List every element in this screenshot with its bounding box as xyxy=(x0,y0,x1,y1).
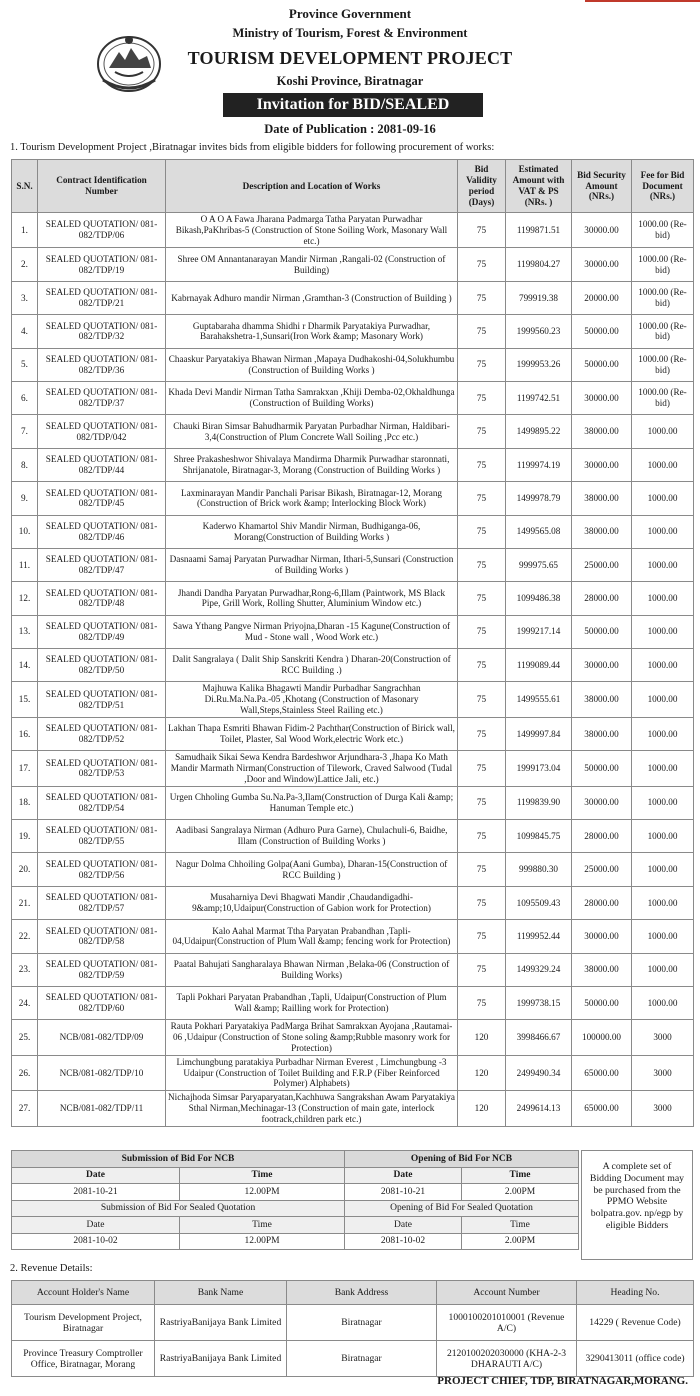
cell-contract-id: SEALED QUOTATION/ 081-082/TDP/47 xyxy=(38,548,166,581)
cell-bid-security: 38000.00 xyxy=(572,482,632,515)
date-label: Date xyxy=(345,1167,462,1184)
ncb-opening-time: 2.00PM xyxy=(462,1184,579,1201)
cell-contract-id: SEALED QUOTATION/ 081-082/TDP/57 xyxy=(38,886,166,919)
cell-bid-validity: 75 xyxy=(458,717,506,750)
cell-fee: 1000.00 xyxy=(632,953,694,986)
works-table xyxy=(11,159,694,1127)
cell-description: Shree Prakasheshwor Shivalaya Mandirma Dharmik Purwadhar staronnati, Shrijanatole, Biratnagar-3, Morang (Construction of Building Works ) xyxy=(166,448,458,481)
cell-description: Shree OM Annantanarayan Mandir Nirman ,Rangali-02 (Construction of Building) xyxy=(166,248,458,281)
cell-bid-security: 65000.00 xyxy=(572,1091,632,1126)
cell-heading-no: 3290413011 (office code) xyxy=(577,1341,694,1377)
table-row xyxy=(12,315,694,348)
table-row xyxy=(12,786,694,819)
cell-sn: 6. xyxy=(12,381,38,414)
cell-bid-security: 30000.00 xyxy=(572,381,632,414)
cell-bid-security: 30000.00 xyxy=(572,786,632,819)
cell-bid-validity: 75 xyxy=(458,315,506,348)
ncb-opening-title: Opening of Bid For NCB xyxy=(345,1151,579,1168)
time-label: Time xyxy=(462,1167,579,1184)
project-title: TOURISM DEVELOPMENT PROJECT xyxy=(187,48,513,68)
cell-bid-security: 30000.00 xyxy=(572,213,632,248)
cell-contract-id: SEALED QUOTATION/ 081-082/TDP/51 xyxy=(38,682,166,717)
date-label: Date xyxy=(345,1217,462,1234)
cell-fee: 1000.00 xyxy=(632,548,694,581)
cell-sn: 16. xyxy=(12,717,38,750)
table-row xyxy=(12,248,694,281)
cell-bid-validity: 75 xyxy=(458,986,506,1019)
cell-description: Kabrnayak Adhuro mandir Nirman ,Gramthan-3 (Construction of Building ) xyxy=(166,281,458,314)
cell-bid-security: 28000.00 xyxy=(572,820,632,853)
cell-contract-id: SEALED QUOTATION/ 081-082/TDP/21 xyxy=(38,281,166,314)
cell-fee: 1000.00 xyxy=(632,682,694,717)
cell-fee: 1000.00 xyxy=(632,986,694,1019)
cell-estimated-amount: 3998466.67 xyxy=(506,1020,572,1055)
intro-text: 1. Tourism Development Project ,Biratnagar invites bids from eligible bidders for following procurement of works: xyxy=(10,142,495,153)
table-row xyxy=(12,448,694,481)
table-row xyxy=(12,649,694,682)
table-row xyxy=(12,1020,694,1055)
ncb-opening-date: 2081-10-21 xyxy=(345,1184,462,1201)
cell-fee: 1000.00 xyxy=(632,786,694,819)
cell-description: Sawa Ythang Pangve Nirman Priyojna,Dharan -15 Kagune(Construction of Mud - Stone wall , Wood Work etc.) xyxy=(166,615,458,648)
cell-fee: 1000.00 (Re-bid) xyxy=(632,348,694,381)
cell-bid-security: 50000.00 xyxy=(572,986,632,1019)
cell-description: Lakhan Thapa Esmriti Bhawan Fidim-2 Pachthar(Construction of Birick wall, Toilet, Plaster, Sal Wood Work,electric Work etc.) xyxy=(166,717,458,750)
cell-bid-validity: 75 xyxy=(458,515,506,548)
cell-description: Samudhaik Sikai Sewa Kendra Bardeshwor Arjundhara-3 ,Jhapa Ko Math Mandir Marmath Nirman(Construction of Tilework, Craved Salwood (Tudal ,Door and Window)Lattice Jali, etc.) xyxy=(166,751,458,786)
cell-fee: 3000 xyxy=(632,1091,694,1126)
works-table-header xyxy=(12,160,694,213)
header-fee: Fee for Bid Document (NRs.) xyxy=(632,160,694,213)
cell-contract-id: SEALED QUOTATION/ 081-082/TDP/55 xyxy=(38,820,166,853)
table-row xyxy=(12,582,694,615)
cell-description: O A O A Fawa Jharana Padmarga Tatha Paryatan Purwadhar Bikash,PaKhribas-5 (Construction of Stone Soiling Work, Masonary Wall etc.) xyxy=(166,213,458,248)
cell-bid-validity: 75 xyxy=(458,886,506,919)
works-table-body xyxy=(12,213,694,1127)
cell-estimated-amount: 1999217.14 xyxy=(506,615,572,648)
cell-contract-id: SEALED QUOTATION/ 081-082/TDP/48 xyxy=(38,582,166,615)
table-row xyxy=(12,717,694,750)
cell-bid-security: 30000.00 xyxy=(572,448,632,481)
cell-sn: 21. xyxy=(12,886,38,919)
table-row xyxy=(12,213,694,248)
cell-bid-security: 38000.00 xyxy=(572,515,632,548)
cell-description: Musaharniya Devi Bhagwati Mandir ,Chaudandigadhi-9&amp;10,Udaipur(Construction of Gabion work for Protection) xyxy=(166,886,458,919)
revenue-header-heading-no: Heading No. xyxy=(577,1281,694,1305)
cell-estimated-amount: 1099845.75 xyxy=(506,820,572,853)
cell-bid-security: 28000.00 xyxy=(572,582,632,615)
cell-bid-validity: 75 xyxy=(458,682,506,717)
cell-description: Jhandi Dandha Paryatan Purwadhar,Rong-6,Illam (Paintwork, MS Black Pipe, Grill Work, Rolling Shutter, Aluminium Window etc.) xyxy=(166,582,458,615)
cell-estimated-amount: 1499978.79 xyxy=(506,482,572,515)
table-row xyxy=(12,1341,694,1377)
header-contract-id: Contract Identification Number xyxy=(38,160,166,213)
cell-description: Paatal Bahujati Sangharalaya Bhawan Nirman ,Belaka-06 (Construction of Building Works) xyxy=(166,953,458,986)
cell-description: Laxminarayan Mandir Panchali Parisar Bikash, Biratnagar-12, Morang (Construction of Brick work &amp; Interlocking Block Work) xyxy=(166,482,458,515)
sq-submission-title: Submission of Bid For Sealed Quotation xyxy=(12,1200,345,1217)
sq-opening-date: 2081-10-02 xyxy=(345,1233,462,1250)
table-row xyxy=(12,953,694,986)
cell-bid-validity: 75 xyxy=(458,482,506,515)
cell-bid-security: 38000.00 xyxy=(572,682,632,717)
table-row xyxy=(12,853,694,886)
table-row xyxy=(12,1091,694,1126)
cell-fee: 1000.00 xyxy=(632,649,694,682)
cell-contract-id: SEALED QUOTATION/ 081-082/TDP/53 xyxy=(38,751,166,786)
cell-bid-validity: 120 xyxy=(458,1020,506,1055)
cell-fee: 1000.00 (Re-bid) xyxy=(632,381,694,414)
cell-contract-id: SEALED QUOTATION/ 081-082/TDP/19 xyxy=(38,248,166,281)
cell-description: Nagur Dolma Chhoiling Golpa(Aani Gumba), Dharan-15(Construction of RCC Building ) xyxy=(166,853,458,886)
cell-sn: 14. xyxy=(12,649,38,682)
cell-contract-id: SEALED QUOTATION/ 081-082/TDP/37 xyxy=(38,381,166,414)
cell-account-number: 1000100201010001 (Revenue A/C) xyxy=(437,1305,577,1341)
project-location: Koshi Province, Biratnagar xyxy=(276,74,424,88)
cell-estimated-amount: 999975.65 xyxy=(506,548,572,581)
cell-contract-id: NCB/081-082/TDP/11 xyxy=(38,1091,166,1126)
cell-bid-validity: 75 xyxy=(458,853,506,886)
cell-contract-id: SEALED QUOTATION/ 081-082/TDP/32 xyxy=(38,315,166,348)
table-row xyxy=(12,482,694,515)
cell-description: Chaaskur Paryatakiya Bhawan Nirman ,Mapaya Dudhakoshi-04,Solukhumbu (Construction of Building Works ) xyxy=(166,348,458,381)
cell-estimated-amount: 799919.38 xyxy=(506,281,572,314)
cell-fee: 1000.00 xyxy=(632,853,694,886)
cell-bid-security: 25000.00 xyxy=(572,853,632,886)
footer-signature: PROJECT CHIEF, TDP, BIRATNAGAR,MORANG. xyxy=(437,1375,688,1387)
cell-contract-id: NCB/081-082/TDP/10 xyxy=(38,1055,166,1090)
cell-heading-no: 14229 ( Revenue Code) xyxy=(577,1305,694,1341)
cell-bid-security: 65000.00 xyxy=(572,1055,632,1090)
cell-bid-security: 30000.00 xyxy=(572,248,632,281)
time-label: Time xyxy=(180,1167,345,1184)
cell-estimated-amount: 2499490.34 xyxy=(506,1055,572,1090)
time-label: Time xyxy=(180,1217,345,1234)
cell-estimated-amount: 1199952.44 xyxy=(506,920,572,953)
cell-fee: 1000.00 xyxy=(632,920,694,953)
cell-bid-validity: 75 xyxy=(458,649,506,682)
cell-sn: 20. xyxy=(12,853,38,886)
revenue-header-account-holder: Account Holder's Name xyxy=(12,1281,155,1305)
cell-estimated-amount: 1499565.08 xyxy=(506,515,572,548)
cell-description: Limchungbung paratakiya Purbadhar Nirman Everest , Limchungbung -3 Udaipur (Construction of Toilet Building and F.R.P (Fiber Reinforced Polymer) Alphabets) xyxy=(166,1055,458,1090)
cell-description: Nichajhoda Simsar Paryaparyatan,Kachhuwa Sangrakshan Awam Paryatakiya Sthal Nirman,Mechinagar-13 (Construction of main gate, interlock footrack,children park etc.) xyxy=(166,1091,458,1126)
cell-bid-validity: 75 xyxy=(458,751,506,786)
cell-bid-validity: 75 xyxy=(458,348,506,381)
table-row xyxy=(12,548,694,581)
cell-sn: 2. xyxy=(12,248,38,281)
header-bid-security: Bid Security Amount (NRs.) xyxy=(572,160,632,213)
cell-estimated-amount: 1499895.22 xyxy=(506,415,572,448)
cell-sn: 26. xyxy=(12,1055,38,1090)
table-row xyxy=(12,751,694,786)
cell-contract-id: SEALED QUOTATION/ 081-082/TDP/50 xyxy=(38,649,166,682)
cell-bank-address: Biratnagar xyxy=(287,1305,437,1341)
cell-sn: 5. xyxy=(12,348,38,381)
cell-bid-validity: 75 xyxy=(458,582,506,615)
cell-bid-security: 25000.00 xyxy=(572,548,632,581)
cell-contract-id: NCB/081-082/TDP/09 xyxy=(38,1020,166,1055)
cell-sn: 1. xyxy=(12,213,38,248)
revenue-table xyxy=(11,1280,694,1377)
cell-contract-id: SEALED QUOTATION/ 081-082/TDP/59 xyxy=(38,953,166,986)
cell-fee: 1000.00 xyxy=(632,615,694,648)
cell-bid-validity: 120 xyxy=(458,1055,506,1090)
cell-fee: 3000 xyxy=(632,1055,694,1090)
cell-estimated-amount: 999880.30 xyxy=(506,853,572,886)
cell-bid-security: 50000.00 xyxy=(572,348,632,381)
cell-sn: 3. xyxy=(12,281,38,314)
ncb-submission-title: Submission of Bid For NCB xyxy=(12,1151,345,1168)
header-estimated-amount: Estimated Amount with VAT & PS (NRs. ) xyxy=(506,160,572,213)
cell-contract-id: SEALED QUOTATION/ 081-082/TDP/042 xyxy=(38,415,166,448)
table-row xyxy=(12,1055,694,1090)
cell-contract-id: SEALED QUOTATION/ 081-082/TDP/36 xyxy=(38,348,166,381)
cell-fee: 1000.00 (Re-bid) xyxy=(632,213,694,248)
cell-bank-name: RastriyaBanijaya Bank Limited xyxy=(155,1341,287,1377)
sq-submission-time: 12.00PM xyxy=(180,1233,345,1250)
cell-description: Dalit Sangralaya ( Dalit Ship Sanskriti Kendra ) Dharan-20(Construction of RCC Building .) xyxy=(166,649,458,682)
cell-bid-security: 38000.00 xyxy=(572,953,632,986)
cell-fee: 1000.00 xyxy=(632,515,694,548)
cell-sn: 10. xyxy=(12,515,38,548)
bid-schedule-table xyxy=(11,1150,579,1250)
cell-fee: 1000.00 (Re-bid) xyxy=(632,315,694,348)
cell-bid-security: 100000.00 xyxy=(572,1020,632,1055)
cell-fee: 1000.00 xyxy=(632,415,694,448)
cell-sn: 11. xyxy=(12,548,38,581)
table-row xyxy=(12,682,694,717)
revenue-header-bank-address: Bank Address xyxy=(287,1281,437,1305)
cell-fee: 1000.00 xyxy=(632,717,694,750)
cell-sn: 24. xyxy=(12,986,38,1019)
cell-description: Guptabaraha dhamma Shidhi r Dharmik Paryatakiya Purwadhar, Barahakshetra-1,Sunsari(Iron Work &amp; Masonary Work) xyxy=(166,315,458,348)
cell-estimated-amount: 1499997.84 xyxy=(506,717,572,750)
cell-estimated-amount: 1999560.23 xyxy=(506,315,572,348)
cell-bid-validity: 75 xyxy=(458,953,506,986)
cell-bid-security: 30000.00 xyxy=(572,920,632,953)
cell-estimated-amount: 2499614.13 xyxy=(506,1091,572,1126)
cell-description: Khada Devi Mandir Nirman Tatha Samrakxan ,Khiji Demba-02,Okhaldhunga (Construction of Building Works) xyxy=(166,381,458,414)
cell-estimated-amount: 1199839.90 xyxy=(506,786,572,819)
cell-estimated-amount: 1499329.24 xyxy=(506,953,572,986)
cell-contract-id: SEALED QUOTATION/ 081-082/TDP/49 xyxy=(38,615,166,648)
cell-fee: 1000.00 (Re-bid) xyxy=(632,248,694,281)
cell-bid-security: 50000.00 xyxy=(572,615,632,648)
cell-sn: 8. xyxy=(12,448,38,481)
cell-contract-id: SEALED QUOTATION/ 081-082/TDP/56 xyxy=(38,853,166,886)
cell-estimated-amount: 1199742.51 xyxy=(506,381,572,414)
cell-description: Kaderwo Khamartol Shiv Mandir Nirman, Budhiganga-06, Morang(Construction of Building Works ) xyxy=(166,515,458,548)
header-sn: S.N. xyxy=(12,160,38,213)
invitation-banner: Invitation for BID/SEALED xyxy=(223,93,483,117)
ncb-submission-time: 12.00PM xyxy=(180,1184,345,1201)
cell-description: Urgen Chholing Gumba Su.Na.Pa-3,Ilam(Construction of Durga Kali &amp; Hanuman Temple etc.) xyxy=(166,786,458,819)
table-row xyxy=(12,920,694,953)
date-label: Date xyxy=(12,1167,180,1184)
cell-contract-id: SEALED QUOTATION/ 081-082/TDP/45 xyxy=(38,482,166,515)
sq-opening-time: 2.00PM xyxy=(462,1233,579,1250)
cell-bid-validity: 75 xyxy=(458,448,506,481)
cell-account-number: 2120100202030000 (KHA-2-3 DHARAUTI A/C) xyxy=(437,1341,577,1377)
cell-bid-security: 20000.00 xyxy=(572,281,632,314)
publication-date: Date of Publication : 2081-09-16 xyxy=(264,122,436,136)
cell-contract-id: SEALED QUOTATION/ 081-082/TDP/52 xyxy=(38,717,166,750)
cell-bid-validity: 75 xyxy=(458,786,506,819)
table-row xyxy=(12,415,694,448)
cell-bid-validity: 75 xyxy=(458,381,506,414)
cell-bid-validity: 75 xyxy=(458,548,506,581)
cell-fee: 1000.00 xyxy=(632,820,694,853)
sq-opening-title: Opening of Bid For Sealed Quotation xyxy=(345,1200,579,1217)
cell-sn: 23. xyxy=(12,953,38,986)
cell-description: Aadibasi Sangralaya Nirman (Adhuro Pura Garne), Chulachuli-6, Baidhe, Illam (Construction of Building Works ) xyxy=(166,820,458,853)
cell-bid-security: 38000.00 xyxy=(572,717,632,750)
cell-sn: 9. xyxy=(12,482,38,515)
cell-bid-validity: 75 xyxy=(458,281,506,314)
table-row xyxy=(12,986,694,1019)
cell-account-holder: Tourism Development Project, Biratnagar xyxy=(12,1305,155,1341)
cell-contract-id: SEALED QUOTATION/ 081-082/TDP/58 xyxy=(38,920,166,953)
table-row xyxy=(12,820,694,853)
time-label: Time xyxy=(462,1217,579,1234)
cell-description: Rauta Pokhari Paryatakiya PadMarga Brihat Samrakxan Ayojana ,Rautamai-06 ,Udaipur (Construction of Stone soling &amp;Rubble masonry work for Protection) xyxy=(166,1020,458,1055)
cell-sn: 18. xyxy=(12,786,38,819)
top-accent-line xyxy=(585,0,700,2)
cell-fee: 1000.00 xyxy=(632,582,694,615)
ncb-submission-date: 2081-10-21 xyxy=(12,1184,180,1201)
header-bid-validity: Bid Validity period (Days) xyxy=(458,160,506,213)
cell-sn: 19. xyxy=(12,820,38,853)
table-row xyxy=(12,381,694,414)
cell-account-holder: Province Treasury Comptroller Office, Biratnagar, Morang xyxy=(12,1341,155,1377)
cell-sn: 22. xyxy=(12,920,38,953)
cell-description: Dasnaami Samaj Paryatan Purwadhar Nirman, Ithari-5,Sunsari (Construction of Building Works ) xyxy=(166,548,458,581)
cell-bid-security: 50000.00 xyxy=(572,315,632,348)
cell-bid-security: 30000.00 xyxy=(572,649,632,682)
cell-bank-address: Biratnagar xyxy=(287,1341,437,1377)
cell-bid-security: 28000.00 xyxy=(572,886,632,919)
header-line-1: Province Government xyxy=(288,6,412,21)
cell-sn: 15. xyxy=(12,682,38,717)
cell-sn: 27. xyxy=(12,1091,38,1126)
cell-sn: 7. xyxy=(12,415,38,448)
cell-description: Majhuwa Kalika Bhagawti Mandir Purbadhar Sangrachhan Di.Ru.Ma.Na.Pa.-05 ,Khotang (Construction of Masonary Wall,Steps,Stainless Steel Railing etc.) xyxy=(166,682,458,717)
cell-sn: 25. xyxy=(12,1020,38,1055)
cell-sn: 12. xyxy=(12,582,38,615)
revenue-title: 2. Revenue Details: xyxy=(10,1263,93,1274)
cell-estimated-amount: 1999173.04 xyxy=(506,751,572,786)
cell-fee: 1000.00 xyxy=(632,886,694,919)
cell-fee: 1000.00 xyxy=(632,482,694,515)
ppmo-note: A complete set of Bidding Document may be purchased from the PPMO Website bolpatra.gov. np/egp by eligible Bidders xyxy=(581,1150,693,1260)
cell-contract-id: SEALED QUOTATION/ 081-082/TDP/60 xyxy=(38,986,166,1019)
cell-estimated-amount: 1499555.61 xyxy=(506,682,572,717)
cell-contract-id: SEALED QUOTATION/ 081-082/TDP/46 xyxy=(38,515,166,548)
cell-estimated-amount: 1199804.27 xyxy=(506,248,572,281)
cell-estimated-amount: 1099486.38 xyxy=(506,582,572,615)
date-label: Date xyxy=(12,1217,180,1234)
cell-contract-id: SEALED QUOTATION/ 081-082/TDP/44 xyxy=(38,448,166,481)
cell-bid-validity: 120 xyxy=(458,1091,506,1126)
cell-sn: 17. xyxy=(12,751,38,786)
cell-bid-validity: 75 xyxy=(458,213,506,248)
table-row xyxy=(12,348,694,381)
revenue-table-body xyxy=(12,1305,694,1377)
cell-estimated-amount: 1999953.26 xyxy=(506,348,572,381)
cell-bid-security: 50000.00 xyxy=(572,751,632,786)
cell-sn: 4. xyxy=(12,315,38,348)
cell-contract-id: SEALED QUOTATION/ 081-082/TDP/54 xyxy=(38,786,166,819)
header-description: Description and Location of Works xyxy=(166,160,458,213)
cell-bid-validity: 75 xyxy=(458,415,506,448)
cell-estimated-amount: 1199871.51 xyxy=(506,213,572,248)
cell-bid-validity: 75 xyxy=(458,920,506,953)
cell-bid-security: 38000.00 xyxy=(572,415,632,448)
cell-bank-name: RastriyaBanijaya Bank Limited xyxy=(155,1305,287,1341)
cell-fee: 3000 xyxy=(632,1020,694,1055)
cell-description: Chauki Biran Simsar Bahudharmik Paryatan Purbadhar Nirman, Haldibari-3,4(Construction of Plum Concrete Wall Soiling ,Pcc etc.) xyxy=(166,415,458,448)
table-row xyxy=(12,615,694,648)
revenue-header-account-number: Account Number xyxy=(437,1281,577,1305)
table-row xyxy=(12,886,694,919)
cell-estimated-amount: 1095509.43 xyxy=(506,886,572,919)
cell-bid-validity: 75 xyxy=(458,820,506,853)
cell-fee: 1000.00 xyxy=(632,751,694,786)
cell-bid-validity: 75 xyxy=(458,248,506,281)
table-row xyxy=(12,1305,694,1341)
cell-description: Tapli Pokhari Paryatan Prabandhan ,Tapli, Udaipur(Construction of Plum Wall &amp; Railling work for Protection) xyxy=(166,986,458,1019)
cell-estimated-amount: 1199974.19 xyxy=(506,448,572,481)
header-line-2: Ministry of Tourism, Forest & Environment xyxy=(232,26,468,40)
sq-submission-date: 2081-10-02 xyxy=(12,1233,180,1250)
table-row xyxy=(12,515,694,548)
cell-fee: 1000.00 xyxy=(632,448,694,481)
cell-estimated-amount: 1999738.15 xyxy=(506,986,572,1019)
cell-bid-validity: 75 xyxy=(458,615,506,648)
cell-fee: 1000.00 (Re-bid) xyxy=(632,281,694,314)
cell-description: Kalo Aahal Marmat Ttha Paryatan Prabandhan ,Tapli-04,Udaipur(Construction of Plum Wall &amp; fencing work for Protection) xyxy=(166,920,458,953)
table-row xyxy=(12,281,694,314)
revenue-header-bank-name: Bank Name xyxy=(155,1281,287,1305)
cell-contract-id: SEALED QUOTATION/ 081-082/TDP/06 xyxy=(38,213,166,248)
cell-estimated-amount: 1199089.44 xyxy=(506,649,572,682)
cell-sn: 13. xyxy=(12,615,38,648)
